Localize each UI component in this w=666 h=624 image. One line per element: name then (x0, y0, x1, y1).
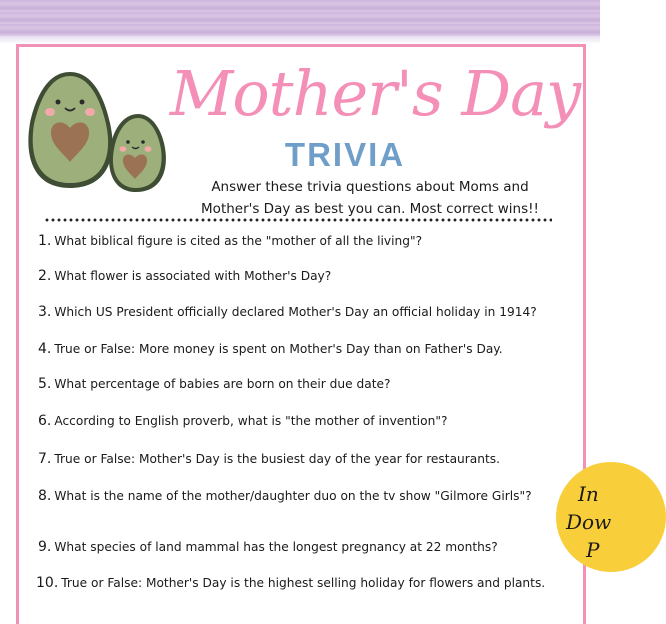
question-item (38, 489, 538, 503)
wood-background (0, 0, 600, 36)
question-item (38, 452, 586, 466)
instant-download-badge (556, 462, 666, 572)
question-number: 10. (36, 575, 59, 591)
question-text: What species of land mammal has the longest pregnancy at 22 months? (54, 540, 498, 554)
question-text: What biblical figure is cited as the "mother of all the living"? (54, 234, 423, 248)
wood-shadow (0, 36, 600, 44)
question-number: 2. (38, 268, 52, 284)
question-item (38, 234, 586, 248)
question-text: What flower is associated with Mother's Day? (54, 269, 332, 283)
question-item (38, 540, 586, 554)
question-text: Which US President officially declared Mother's Day an official holiday in 1914? (54, 305, 537, 319)
question-text: According to English proverb, what is "the mother of invention"? (54, 414, 448, 428)
dotted-divider (44, 218, 552, 222)
question-text: True or False: Mother's Day is the highest selling holiday for flowers and plants. (61, 576, 546, 590)
small-avocado-icon (109, 114, 166, 192)
question-number: 9. (38, 539, 52, 555)
question-number: 1. (38, 233, 52, 249)
question-number: 8. (38, 488, 52, 504)
badge-text: In (578, 482, 599, 506)
badge-text: P (586, 538, 600, 562)
question-number: 5. (38, 376, 52, 392)
page-subtitle: TRIVIA (284, 136, 406, 173)
question-number: 6. (38, 413, 52, 429)
badge-text: Dow (566, 510, 612, 534)
question-number: 4. (38, 341, 52, 357)
avocado-illustration (22, 68, 172, 198)
question-item (38, 305, 586, 319)
question-item (36, 576, 584, 590)
intro-line: Answer these trivia questions about Moms and (211, 179, 529, 195)
big-avocado-icon (28, 72, 112, 188)
question-text: What percentage of babies are born on their due date? (54, 377, 391, 391)
question-item (38, 414, 586, 428)
question-item (38, 269, 586, 283)
question-number: 7. (38, 451, 52, 467)
question-text: What is the name of the mother/daughter duo on the tv show "Gilmore Girls"? (54, 489, 532, 503)
question-text: True or False: More money is spent on Mother's Day than on Father's Day. (54, 342, 503, 356)
question-item (38, 342, 586, 356)
page-title: Mother's Day (169, 57, 581, 130)
intro-line: Mother's Day as best you can. Most correct wins!! (201, 201, 539, 217)
question-item (38, 377, 586, 391)
intro-text (180, 176, 560, 220)
question-number: 3. (38, 304, 52, 320)
question-text: True or False: Mother's Day is the busiest day of the year for restaurants. (54, 452, 500, 466)
